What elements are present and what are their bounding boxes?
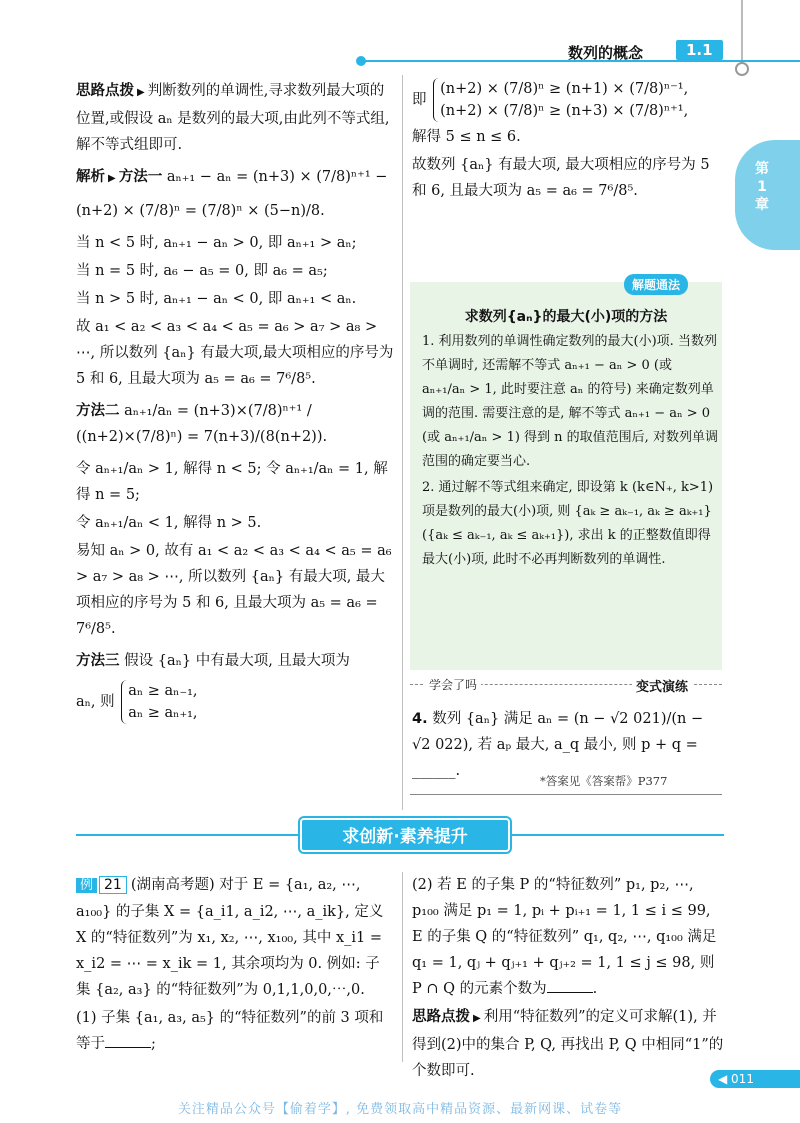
system-line-1: (n+2) × (7/8)ⁿ ≥ (n+1) × (7/8)ⁿ⁻¹,	[440, 81, 689, 97]
right-conclusion: 故数列 {aₙ} 有最大项, 最大项相应的序号为 5 和 6, 且最大项为 a₅ = a₆ = 7⁶/8⁵.	[412, 157, 710, 199]
hint-label: 思路点拨	[76, 83, 134, 99]
system-line-2: (n+2) × (7/8)ⁿ ≥ (n+3) × (7/8)ⁿ⁺¹,	[440, 103, 689, 119]
method-body	[422, 330, 718, 574]
hint-paragraph	[76, 78, 394, 158]
part2-text: (2) 若 E 的子集 P 的“特征数列” p₁, p₂, ⋯, p₁₀₀ 满足 p₁ = 1, pᵢ + pᵢ₊₁ = 1, 1 ≤ i ≤ 99, E 的子集 Q 的“特征数列” q₁, q₂, ⋯, q₁₀₀ 满足 q₁ = 1, qⱼ + qⱼ₊₁ + qⱼ₊₂ = 1, 1 ≤ j ≤ 98, 则 P ∩ Q 的元素个数为	[412, 877, 717, 997]
method2-label: 方法二	[76, 403, 120, 419]
ji-word: 即	[412, 92, 427, 108]
example-hint	[412, 1004, 724, 1084]
play-arrow-icon: ▶	[473, 1013, 481, 1024]
method1-line5: 当 n > 5 时, aₙ₊₁ − aₙ < 0, 即 aₙ₊₁ < aₙ.	[76, 291, 357, 307]
method3-label: 方法三	[76, 653, 120, 669]
answer-rule	[410, 794, 722, 795]
method1-conclusion: 故 a₁ < a₂ < a₃ < a₄ < a₅ = a₆ > a₇ > a₈ > ⋯, 所以数列 {aₙ} 有最大项,最大项相应的序号为 5 和 6, 且最大项为 a₅ = a₆ = 7⁶/8⁵.	[76, 319, 394, 387]
solve-line: 解得 5 ≤ n ≤ 6.	[412, 129, 521, 145]
page-number: ◀ 011	[710, 1070, 800, 1088]
analysis-label: 解析	[76, 169, 105, 185]
method-item-1: 1. 利用数列的单调性确定数列的最大(小)项. 当数列不单调时, 还需解不等式 aₙ₊₁ − aₙ > 0 (或 aₙ₊₁/aₙ > 1, 此时要注意 aₙ 的符号) 来确定数列单调的范围. 需要注意的是, 解不等式 aₙ₊₁ − aₙ > 0 (或 aₙ₊₁/aₙ > 1) 得到 n 的取值范围后, 对数列单调范围的确定要当心.	[422, 334, 718, 469]
example-part2: (2) 若 E 的子集 P 的“特征数列” p₁, p₂, ⋯, p₁₀₀ 满足 p₁ = 1, pᵢ + pᵢ₊₁ = 1, 1 ≤ i ≤ 99, E 的子集 Q 的“特征数列” q₁, q₂, ⋯, q₁₀₀ 满足 q₁ = 1, qⱼ + qⱼ₊₁ + qⱼ₊₂ = 1, 1 ≤ j ≤ 98, 则 P ∩ Q 的元素个数为 .	[412, 877, 717, 997]
example-label: 例	[76, 878, 97, 893]
example-right	[412, 872, 724, 1086]
method2-conclusion: 易知 aₙ > 0, 故有 a₁ < a₂ < a₃ < a₄ < a₅ = a₆ > a₇ > a₈ > ⋯, 所以数列 {aₙ} 有最大项, 最大项相应的序号为 5 和 6, 且最大项为 a₅ = a₆ = 7⁶/8⁵.	[76, 543, 392, 637]
method3-system	[76, 680, 394, 724]
method1-label: 方法一	[118, 169, 163, 185]
part1-text: (1) 子集 {a₁, a₃, a₅} 的“特征数列”的前 3 项和等于	[76, 1010, 384, 1052]
question-number: 4.	[412, 711, 428, 727]
column-divider	[402, 75, 403, 810]
method3-line1	[76, 648, 394, 674]
method1-line3: 当 n < 5 时, aₙ₊₁ − aₙ > 0, 即 aₙ₊₁ > aₙ;	[76, 235, 357, 251]
method2-line2: 令 aₙ₊₁/aₙ > 1, 解得 n < 5; 令 aₙ₊₁/aₙ = 1, 解得 n = 5;	[76, 461, 388, 503]
method1-formula-a: aₙ₊₁ − aₙ = (n+3) × (7/8)ⁿ⁺¹ −	[166, 169, 388, 185]
example-number: 21	[99, 876, 127, 894]
chapter-number: 1.1	[676, 40, 723, 60]
right-column	[412, 78, 722, 206]
hint-text: 判断数列的单调性,寻求数列最大项的位置,或假设 aₙ 是数列的最大项,由此列不等式组,解不等式组即可.	[76, 83, 390, 153]
method3-text: 假设 {aₙ} 中有最大项, 且最大项为	[124, 653, 350, 669]
method-title: 求数列{aₙ}的最大(小)项的方法	[464, 309, 668, 325]
method1-line4: 当 n = 5 时, a₆ − a₅ = 0, 即 a₆ = a₅;	[76, 263, 328, 279]
system-line-1: aₙ ≥ aₙ₋₁,	[128, 683, 198, 699]
method3-lead: aₙ, 则	[76, 694, 115, 710]
method2-line1	[76, 398, 394, 450]
left-column	[76, 78, 394, 726]
example-text	[76, 872, 394, 1003]
question-text: 数列 {aₙ} 满足 aₙ = (n − √2 021)/(n − √2 022), 若 aₚ 最大, a_q 最小, 则 p + q = ______.	[412, 711, 704, 779]
example-part1: (1) 子集 {a₁, a₃, a₅} 的“特征数列”的前 3 项和等于 ;	[76, 1010, 384, 1052]
bulb-icon	[735, 62, 749, 76]
chapter-title: 数列的概念	[568, 44, 644, 62]
inequality-system	[121, 680, 197, 724]
practice-left-label: 学会了吗	[425, 676, 481, 693]
play-arrow-icon: ▶	[137, 87, 145, 98]
section-title: 求创新·素养提升	[300, 818, 510, 852]
example-body: (湖南高考题) 对于 E = {a₁, a₂, ⋯, a₁₀₀} 的子集 X = {a_i1, a_i2, ⋯, a_ik}, 定义 X 的“特征数列”为 x₁, x₂, ⋯, x₁₀₀, 其中 x_i1 = x_i2 = ⋯ = x_ik = 1, 其余项均为 0. 例如: 子集 {a₂, a₃} 的“特征数列”为 0,1,1,0,0,⋯,0.	[76, 877, 384, 998]
hint-text: 利用“特征数列”的定义可求解(1), 并得到(2)中的集合 P, Q, 再找出 P, Q 中相同“1”的个数即可.	[412, 1009, 724, 1079]
example-divider	[402, 872, 403, 1062]
answer-blank	[105, 1034, 151, 1048]
answer-reference: *答案见《答案帮》P377	[540, 774, 668, 788]
system-line-2: aₙ ≥ aₙ₊₁,	[128, 705, 198, 721]
method-item-2: 2. 通过解不等式组来确定, 即设第 k (k∈N₊, k>1) 项是数列的最大(小)项, 则 {aₖ ≥ aₖ₋₁, aₖ ≥ aₖ₊₁} ({aₖ ≤ aₖ₋₁, aₖ ≤ aₖ₊₁}), 求出 k 的正整数值即得最大(小)项, 此时不必再判断数列的单调性.	[422, 480, 714, 567]
practice-right-label: 变式演练	[632, 676, 692, 695]
page-number-value: 011	[731, 1072, 754, 1086]
play-arrow-icon: ▶	[108, 173, 116, 184]
hint-label: 思路点拨	[412, 1009, 470, 1025]
method-tag: 解题通法	[624, 274, 688, 295]
example-left	[76, 872, 394, 1059]
method1-line1	[76, 164, 394, 192]
right-system	[412, 78, 722, 122]
footer-note: 关注精品公众号【偷着学】, 免费领取高中精品资源、最新网课、试卷等	[177, 1102, 623, 1117]
answer-blank	[547, 979, 593, 993]
side-tab-label: 第1章	[755, 161, 769, 213]
method2-formula: aₙ₊₁/aₙ = (n+3)×(7/8)ⁿ⁺¹ / ((n+2)×(7/8)ⁿ) = 7(n+3)/(8(n+2)).	[76, 403, 328, 445]
method1-line2: (n+2) × (7/8)ⁿ = (7/8)ⁿ × (5−n)/8.	[76, 203, 325, 219]
inequality-system-expanded	[433, 78, 688, 122]
method2-line3: 令 aₙ₊₁/aₙ < 1, 解得 n > 5.	[76, 515, 262, 531]
hanging-string	[741, 0, 743, 64]
